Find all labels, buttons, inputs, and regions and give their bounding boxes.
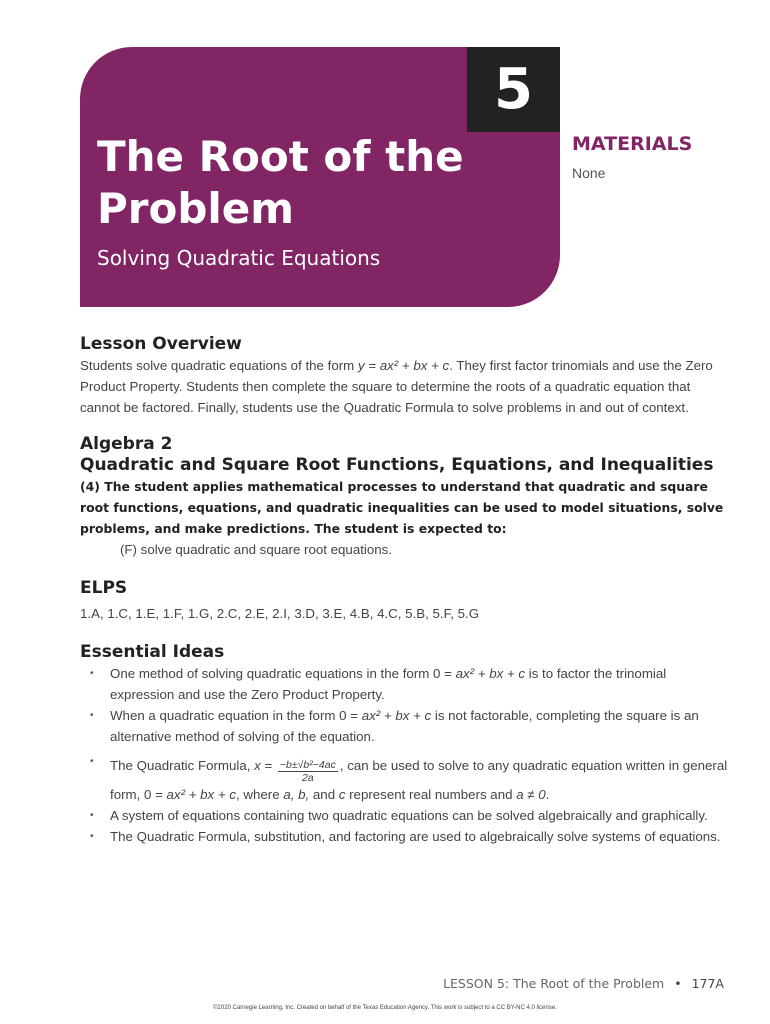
page-number: 177A [691, 976, 724, 991]
essential-ideas-heading: Essential Ideas [80, 642, 225, 662]
essential-ideas-section [80, 642, 730, 847]
page-footer [443, 976, 724, 991]
quadratic-formula-fraction [278, 759, 338, 784]
course-heading: Algebra 2 [80, 434, 173, 454]
lesson-overview-text: Students solve quadratic equations of the form y = ax² + bx + c. They first factor trinomials and use the Zero Product Property. Students then complete the square to determine the roots of a quadratic equation that cannot be factored. Finally, students use the Quadratic Formula to solve problems in and out of context. [80, 358, 713, 415]
list-item: • A system of equations containing two quadratic equations can be solved algebraically and graphically. [90, 805, 730, 826]
lesson-title: The Root of the Problem [97, 132, 464, 233]
elps-codes: 1.A, 1.C, 1.E, 1.F, 1.G, 2.C, 2.E, 2.I, 3.D, 3.E, 4.B, 4.C, 5.B, 5.F, 5.G [80, 606, 480, 621]
standard-item-f: (F) solve quadratic and square root equations. [120, 542, 393, 557]
essential-ideas-list [80, 663, 730, 847]
lesson-overview-section [80, 334, 730, 418]
lesson-overview-heading: Lesson Overview [80, 334, 242, 354]
footer-separator: • [674, 976, 682, 991]
list-item: • When a quadratic equation in the form 0 = ax² + bx + c is not factorable, completing the square is an alternative method of solving of the equation. [90, 705, 730, 747]
strand-heading: Quadratic and Square Root Functions, Equations, and Inequalities [80, 455, 714, 475]
list-item: • The Quadratic Formula, x = $\frac{\text{−b±√b²−4ac}}{2a}$ , can be used to solve to any quadratic equation written in general form, 0 = ax² + bx + c, where a, b, and c represent real numbers and a ≠ 0. [90, 751, 730, 805]
footer-lesson-label: LESSON 5: The Root of the Problem [443, 976, 665, 991]
materials-value: None [572, 165, 606, 181]
standards-section [80, 434, 730, 560]
lesson-content [80, 334, 730, 847]
lesson-subtitle: Solving Quadratic Equations [97, 246, 381, 270]
standard-intro: (4) The student applies mathematical processes to understand that quadratic and square root functions, equations, and quadratic inequalities can be used to model situations, solve problems, and make predictions. The student is expected to: [80, 479, 724, 536]
lesson-number-badge: 5 [467, 47, 560, 132]
quadratic-form: y = ax² + bx + c [357, 358, 450, 373]
list-item: • The Quadratic Formula, substitution, and factoring are used to algebraically solve systems of equations. [90, 826, 730, 847]
elps-section [80, 578, 730, 624]
copyright-notice: ©2020 Carnegie Learning, Inc. Created on behalf of the Texas Education Agency. This work is subject to a CC BY-NC 4.0 license. [213, 1005, 557, 1011]
list-item: • One method of solving quadratic equations in the form 0 = ax² + bx + c is to factor the trinomial expression and use the Zero Product Property. [90, 663, 730, 705]
elps-heading: ELPS [80, 578, 128, 598]
materials-heading: MATERIALS [572, 133, 693, 155]
formula-numerator: −b±√b²−4ac [279, 759, 336, 771]
formula-denominator: 2a [302, 772, 314, 784]
